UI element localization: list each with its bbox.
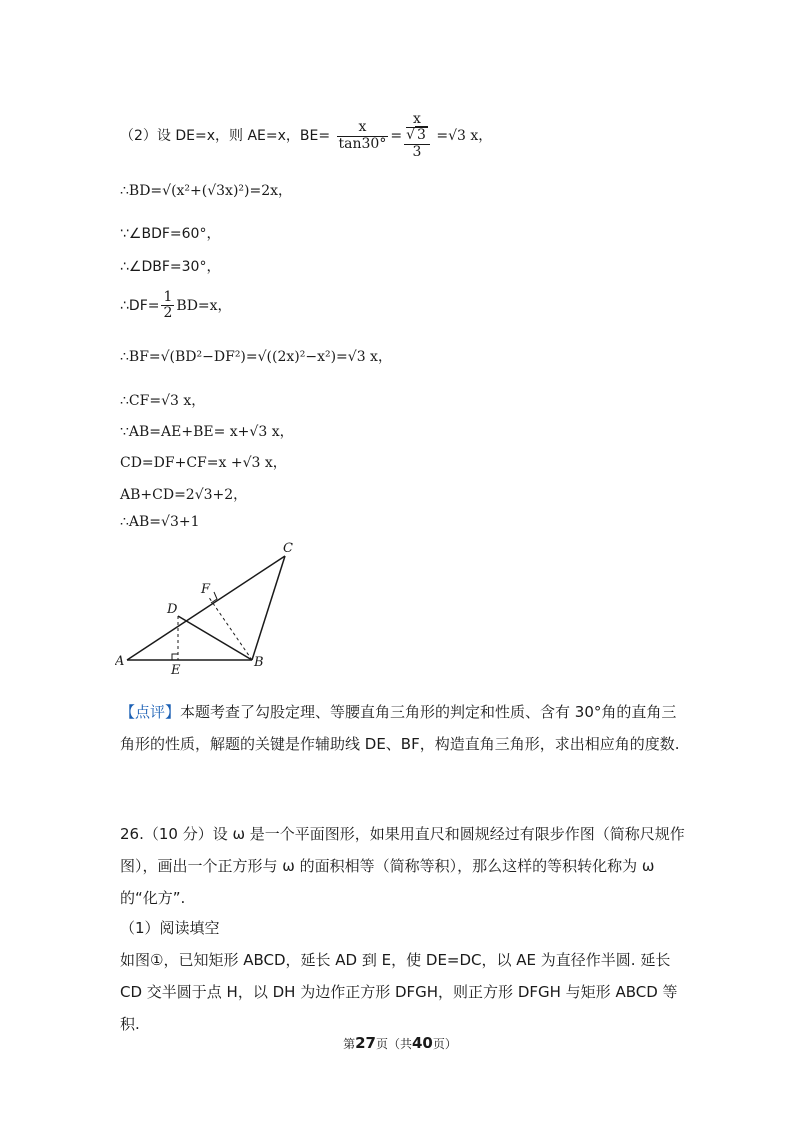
footer-pre: 第 [343,1037,356,1051]
segment-db [178,616,252,660]
solution-line-2: ∴BD=√(x²+(√3x)²)=2x， [120,183,293,199]
frac2-denominator: 3 [412,143,422,160]
footer-mid: 页（共 [375,1037,412,1051]
line5-suffix: BD=x， [176,297,232,314]
fraction-x-over-root3-over-3 [404,112,430,160]
line1-prefix: （2）设 DE=x，则 AE=x，BE= [120,128,331,145]
frac2-radicand: 3 [417,127,426,144]
review-tag: 【点评】 [120,703,181,721]
label-f: F [201,582,211,597]
problem-26-part1-text: 如图①，已知矩形 ABCD，延长 AD 到 E，使 DE=DC，以 AE 为直径作半圆. 延长 CD 交半圆于点 H，以 DH 为边作正方形 DFGH，则正方形 DFGH 与矩形 ABCD 等积. [120,951,678,1033]
solution-line-8: ∵AB=AE+BE= x+√3 x， [120,424,294,440]
solution-line-4: ∴∠DBF=30°， [120,259,221,275]
footer-post: 页） [432,1037,457,1051]
solution-line-3: ∵∠BDF=60°， [120,226,221,242]
solution-line-6: ∴BF=√(BD²−DF²)=√((2x)²−x²)=√3 x， [120,349,392,365]
fraction-one-half [161,290,174,322]
solution-line-1 [120,112,492,160]
solution-line-11: ∴AB=√3+1 [120,514,200,530]
label-c: C [283,541,293,556]
label-e: E [171,663,181,678]
half-numerator: 1 [163,289,173,305]
frac2-numerator-top: x [406,112,428,128]
problem-26-intro: 26.（10 分）设 ω 是一个平面图形，如果用直尺和圆规经过有限步作图（简称尺规作图），画出一个正方形与 ω 的面积相等（简称等积），那么这样的等积转化称为 ω 的“化方”. [120,825,685,907]
half-denominator: 2 [163,305,173,322]
solution-line-5 [120,290,232,322]
label-b: B [254,655,264,670]
geometry-figure [115,538,315,678]
frac2-numerator-radical: √ 3 [406,127,426,144]
footer-total-pages: 40 [412,1034,433,1052]
label-a: A [115,654,125,669]
label-d: D [167,602,178,617]
review-paragraph [120,696,690,760]
right-angle-mark-e [172,654,178,660]
fraction-x-over-tan30 [337,120,389,152]
frac1-denominator: tan30° [338,135,387,152]
segment-bf-dashed [208,596,252,660]
page-footer [0,1034,800,1052]
solution-line-7: ∴CF=√3 x， [120,393,206,409]
review-text: 本题考查了勾股定理、等腰直角三角形的判定和性质、含有 30°角的直角三角形的性质，解题的关键是作辅助线 DE、BF，构造直角三角形，求出相应角的度数. [120,703,680,753]
footer-page-number: 27 [355,1034,376,1052]
frac2-numerator [404,112,430,145]
frac1-numerator: x [337,120,389,136]
line5-prefix: ∴DF= [120,297,160,314]
equals-sign: = [390,128,403,145]
line1-suffix: =√3 x， [436,128,493,145]
solution-line-10: AB+CD=2√3+2， [120,487,248,503]
problem-26-part1-heading: （1）阅读填空 [120,919,220,937]
segment-bc [252,556,285,660]
segment-ac [127,556,285,660]
solution-line-9: CD=DF+CF=x +√3 x， [120,455,287,471]
